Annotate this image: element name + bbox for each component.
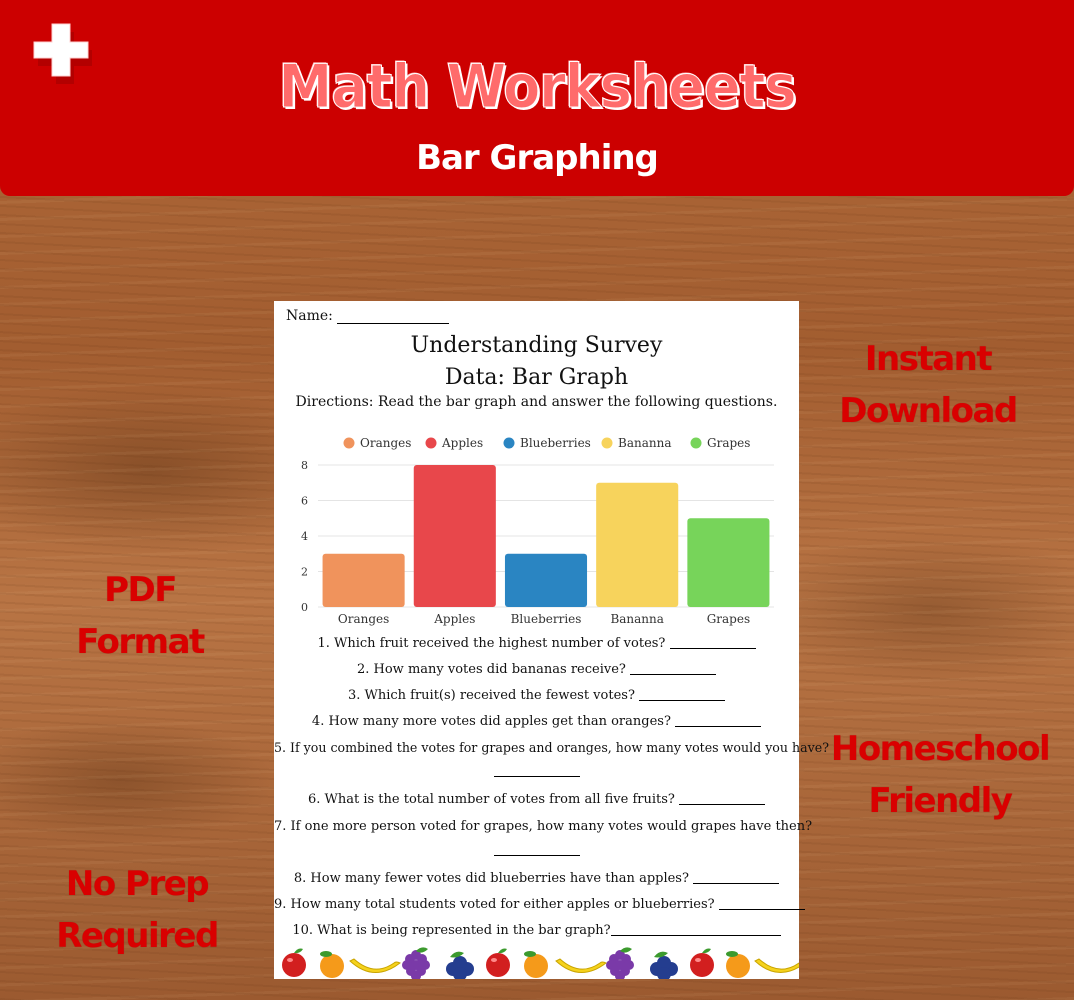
legend-label: Grapes xyxy=(707,436,751,450)
banana-icon xyxy=(556,959,606,973)
grapes-icon xyxy=(402,947,430,979)
x-tick-label: Apples xyxy=(434,612,476,626)
answer-blank xyxy=(630,662,716,675)
y-tick-label: 6 xyxy=(301,494,308,508)
question-3 xyxy=(274,688,799,703)
answer-blank xyxy=(679,792,765,805)
question-4 xyxy=(274,714,799,729)
apple-icon xyxy=(486,949,510,978)
instant-download-line2: Download xyxy=(839,391,1017,431)
answer-blank xyxy=(494,843,580,856)
bar xyxy=(505,554,587,607)
bar xyxy=(414,465,496,607)
y-tick-label: 8 xyxy=(301,459,308,472)
blueberries-icon xyxy=(650,952,678,979)
question-9 xyxy=(274,897,799,912)
question-7-answer xyxy=(274,843,799,858)
no-prep-required-line2: Required xyxy=(56,916,218,956)
answer-blank xyxy=(611,923,781,936)
answer-blank xyxy=(494,764,580,777)
question-5-answer xyxy=(274,764,799,779)
answer-blank xyxy=(639,688,725,701)
y-tick-label: 2 xyxy=(301,565,308,579)
no-prep-required-label xyxy=(47,858,227,962)
answer-blank xyxy=(719,897,805,910)
worksheet-title-line2: Data: Bar Graph xyxy=(444,365,629,390)
name-row xyxy=(286,307,449,324)
question-7-text: 7. If one more person voted for grapes, how many votes would grapes have then? xyxy=(274,819,813,834)
question-3-text: 3. Which fruit(s) received the fewest votes? xyxy=(347,688,635,703)
answer-blank xyxy=(675,714,761,727)
x-tick-label: Grapes xyxy=(706,612,751,626)
question-8 xyxy=(274,871,799,886)
legend-swatch xyxy=(602,438,613,449)
legend-swatch xyxy=(691,438,702,449)
homeschool-friendly-line1: Homeschool xyxy=(830,729,1050,769)
worksheet-title-line1: Understanding Survey xyxy=(410,333,663,358)
blueberries-icon xyxy=(446,952,474,979)
header-banner xyxy=(0,0,1074,196)
worksheet-directions: Directions: Read the bar graph and answer the following questions. xyxy=(295,394,778,410)
instant-download-line1: Instant xyxy=(864,339,992,379)
question-6 xyxy=(274,792,799,807)
y-tick-label: 4 xyxy=(301,530,308,543)
legend-swatch xyxy=(344,438,355,449)
question-8-text: 8. How many fewer votes did blueberries have than apples? xyxy=(293,871,689,886)
no-prep-required-line1: No Prep xyxy=(65,864,209,904)
y-tick-label: 0 xyxy=(301,601,308,614)
name-line xyxy=(337,307,449,324)
banana-icon xyxy=(350,959,400,973)
bar xyxy=(687,518,769,607)
question-5-text: 5. If you combined the votes for grapes and oranges, how many votes would you have? xyxy=(274,740,829,755)
legend-swatch xyxy=(504,438,515,449)
x-tick-label: Bananna xyxy=(610,612,664,626)
question-10-text: 10. What is being represented in the bar graph? xyxy=(292,923,611,938)
x-tick-label: Blueberries xyxy=(510,612,582,626)
orange-icon xyxy=(726,951,750,978)
grapes-icon xyxy=(606,947,634,979)
legend-label: Bananna xyxy=(618,436,672,450)
question-2-text: 2. How many votes did bananas receive? xyxy=(356,662,626,677)
orange-icon xyxy=(524,951,548,978)
question-4-text: 4. How many more votes did apples get than oranges? xyxy=(311,714,671,729)
legend-label: Blueberries xyxy=(520,436,591,450)
legend-swatch xyxy=(426,438,437,449)
pdf-format-label: PDF Format xyxy=(76,570,204,662)
worksheet-page xyxy=(274,301,829,979)
answer-blank xyxy=(670,636,756,649)
bar-chart xyxy=(294,429,794,629)
question-10 xyxy=(274,923,799,938)
banana-icon xyxy=(755,959,799,973)
question-1-text: 1. Which fruit received the highest number of votes? xyxy=(317,636,666,651)
banner-subtitle: Bar Graphing xyxy=(416,138,658,178)
x-tick-label: Oranges xyxy=(337,612,390,626)
answer-blank xyxy=(693,871,779,884)
question-2 xyxy=(274,662,799,677)
banner-title: Math Worksheets xyxy=(278,52,796,122)
fruit-border xyxy=(274,945,799,979)
apple-icon xyxy=(282,949,306,978)
legend-label: Oranges xyxy=(360,436,412,450)
orange-icon xyxy=(320,951,344,978)
question-6-text: 6. What is the total number of votes from all five fruits? xyxy=(307,792,675,807)
question-9-text: 9. How many total students voted for either apples or blueberries? xyxy=(274,897,715,912)
name-label: Name: xyxy=(286,308,333,324)
legend-label: Apples xyxy=(442,436,484,450)
question-1 xyxy=(274,636,799,651)
homeschool-friendly-label xyxy=(830,723,1050,827)
question-7 xyxy=(274,819,813,834)
bar xyxy=(596,483,678,607)
question-5 xyxy=(274,740,829,755)
apple-icon xyxy=(690,949,714,978)
homeschool-friendly-line2: Friendly xyxy=(868,781,1012,821)
instant-download-label xyxy=(838,333,1018,437)
bar xyxy=(323,554,405,607)
